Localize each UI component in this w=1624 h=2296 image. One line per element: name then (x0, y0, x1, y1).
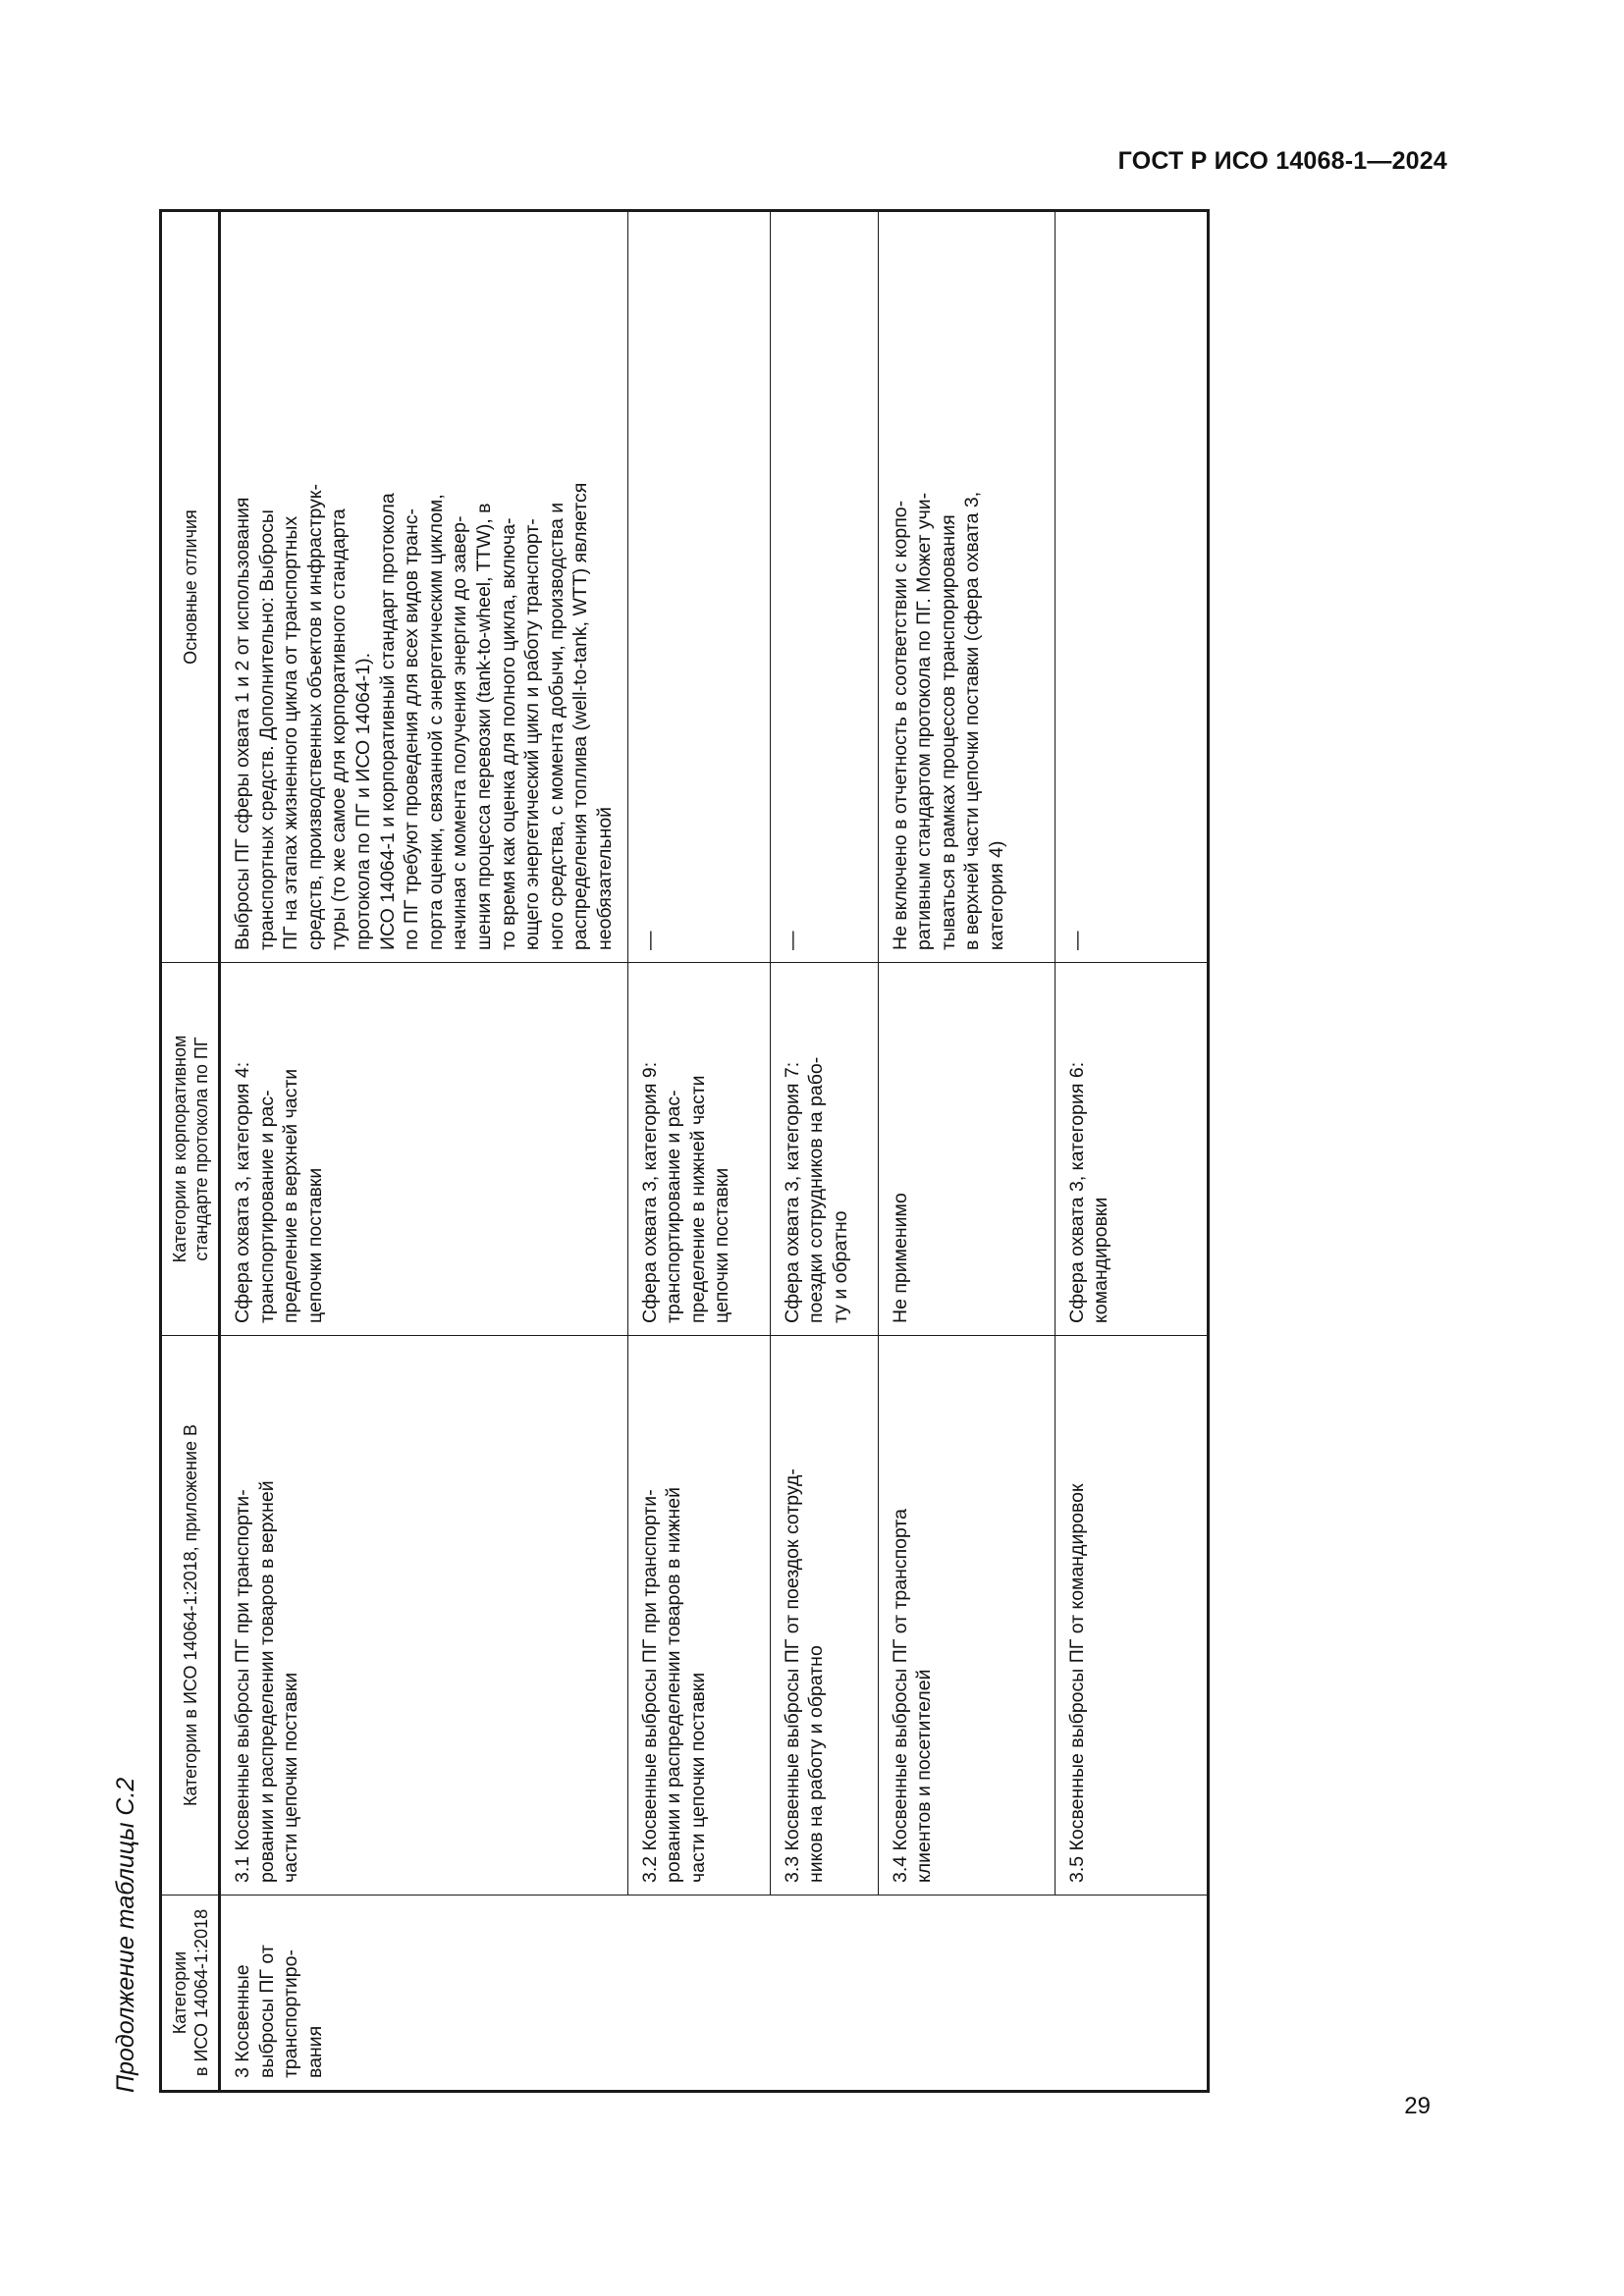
protocol-cell: Сфера охвата 3, категория 6: командировки (1055, 963, 1209, 1336)
differences-cell: — (1055, 211, 1209, 963)
col-header-differences: Основные отличия (161, 211, 220, 963)
col-header-protocol: Категории в корпоративном стандарте протокола по ПГ (161, 963, 220, 1336)
differences-cell: — (770, 211, 878, 963)
col-header-iso-categories: Категории в ИСО 14064-1:2018 (161, 1896, 220, 2092)
table-row (1055, 211, 1209, 2092)
protocol-cell: Не применимо (878, 963, 1055, 1336)
differences-cell: Выбросы ПГ сферы охвата 1 и 2 от использования транспортных средств. Дополнительно: Выбросы ПГ на этапах жизненного цикла от транспортных средств, производственных объектов и инфраструк- туры (то же самое для корпоративного стандарта протокола по ПГ и ИСО 14064-1). ИСО 14064-1 и корпоративный стандарт протокола по ПГ требуют проведения для всех видов транс- порта оценки, связанной с энергетическим циклом, начиная с момента получения энергии до завер- шения процесса перевозки (tank-to-wheel, TTW), в то время как оценка для полного цикла, включа- ющего энергетический цикл и работу транспорт- ного средства, с момента добычи, производства и распределения топлива (well-to-tank, WTT) является необязательной (220, 211, 628, 963)
table-row (627, 211, 770, 2092)
table-header-row (161, 211, 220, 2092)
rotated-table-block (106, 212, 1225, 2093)
protocol-cell: Сфера охвата 3, категория 4: транспортирование и рас- пределение в верхней части цепочки поставки (220, 963, 628, 1336)
comparison-table (159, 209, 1210, 2093)
annex-b-cell: 3.1 Косвенные выбросы ПГ при транспорти- ровании и распределении товаров в верхней части цепочки поставки (220, 1336, 628, 1896)
table-caption: Продолжение таблицы С.2 (112, 1777, 139, 2093)
table-row (220, 211, 628, 2092)
protocol-cell: Сфера охвата 3, категория 9: транспортирование и рас- пределение в нижней части цепочки поставки (627, 963, 770, 1336)
page-number: 29 (1404, 2093, 1431, 2119)
table-row (770, 211, 878, 2092)
protocol-cell: Сфера охвата 3, категория 7: поездки сотрудников на рабо- ту и обратно (770, 963, 878, 1336)
annex-b-cell: 3.3 Косвенные выбросы ПГ от поездок сотруд- ников на работу и обратно (770, 1336, 878, 1896)
col-header-annex-b: Категории в ИСО 14064-1:2018, приложение В (161, 1336, 220, 1896)
annex-b-cell: 3.5 Косвенные выбросы ПГ от командировок (1055, 1336, 1209, 1896)
annex-b-cell: 3.2 Косвенные выбросы ПГ при транспорти- ровании и распределении товаров в нижней части цепочки поставки (627, 1336, 770, 1896)
document-code: ГОСТ Р ИСО 14068-1—2024 (1117, 147, 1447, 175)
table-row (878, 211, 1055, 2092)
differences-cell: Не включено в отчетность в соответствии с корпо- ративным стандартом протокола по ПГ. Может учи- тываться в рамках процессов транспорирования в верхней части цепочки поставки (сфера охвата 3, категория 4) (878, 211, 1055, 963)
group-label-cell: 3 Косвенные выбросы ПГ от транспортиро- вания (220, 1896, 1209, 2092)
differences-cell: — (627, 211, 770, 963)
annex-b-cell: 3.4 Косвенные выбросы ПГ от транспорта клиентов и посетителей (878, 1336, 1055, 1896)
